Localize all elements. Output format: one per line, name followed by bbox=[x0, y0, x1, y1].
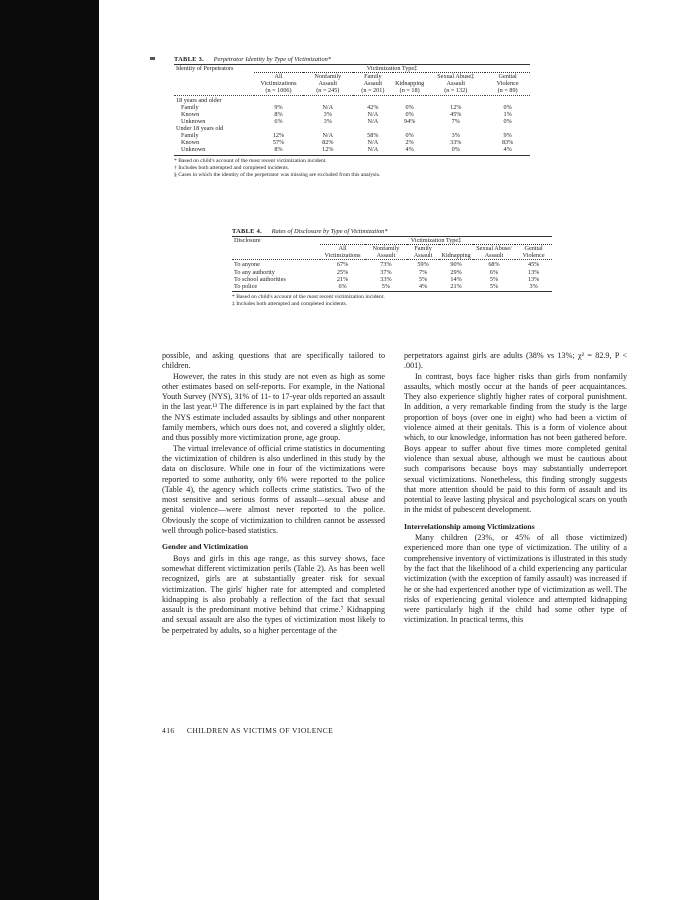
table-row: Known 8% 3% N/A 0% 45% 1% bbox=[181, 110, 512, 118]
table-4-col-header: All Victimizations bbox=[324, 245, 361, 260]
table-note: § Cases in which the identity of the perpetrator was missing are excluded from this analysis. bbox=[174, 172, 381, 179]
table-3-col-header: All Victimizations (n = 1006) bbox=[260, 73, 297, 95]
table-row: To any authority 25% 37% 7% 29% 6% 13% bbox=[234, 268, 540, 276]
table-3 bbox=[174, 56, 530, 179]
table-3-col-header: Sexual Abuse‡ Assault (n = 132) bbox=[437, 73, 475, 95]
paragraph: possible, and asking questions that are specifically tailored to children. bbox=[162, 351, 385, 371]
table-note: ‡ Includes both attempted and completed incidents. bbox=[232, 301, 348, 308]
left-text-column bbox=[162, 351, 385, 636]
table-3-grid bbox=[174, 64, 530, 156]
table-row: Unknown 8% 12% N/A 4% 0% 4% bbox=[181, 146, 512, 154]
table-4-col-header: Nonfamily Assault bbox=[372, 245, 400, 260]
page-number: 416 bbox=[162, 726, 175, 735]
section-heading: Interrelationship among Victimizations bbox=[404, 521, 535, 531]
table-row: To anyone 67% 73% 59% 90% 68% 45% bbox=[234, 261, 540, 269]
table-4-stub-header: Disclosure bbox=[234, 237, 261, 244]
journal-page bbox=[162, 52, 662, 752]
paragraph: The virtual irrelevance of official crime statistics in documenting the victimization of children is also underlined in this study by the data on disclosure. While one in four of the victimizations were reported to some authority, only 6% were reported to the police (Table 4), the agency which collects crime statistics. Two of the most sensitive and serious forms of assault—sexual abuse and genital violence—were almost never reported to the police. Obviously the scope of victimization to children cannot be assessed well through police-based statistics. bbox=[162, 443, 385, 536]
table-3-notes bbox=[174, 158, 530, 180]
table-3-col-header: Genital Violence (n = 89) bbox=[496, 73, 519, 95]
table-note: * Based on child's account of the most recent victimization incident. bbox=[232, 293, 385, 300]
table-3-group-label: Under 18 years old bbox=[176, 125, 224, 132]
table-4-col-header: Sexual Abuse/ Assault bbox=[476, 245, 512, 260]
table-3-group-label: 18 years and older bbox=[176, 96, 222, 104]
table-row: Unknown 6% 3% N/A 94% 7% 0% bbox=[181, 117, 512, 125]
scan-speck bbox=[150, 57, 155, 60]
scan-dark-margin bbox=[0, 0, 99, 900]
table-3-col-header: Nonfamily Assault (n = 245) bbox=[314, 73, 342, 95]
table-3-spanner: Victimization Type‡ bbox=[254, 65, 530, 73]
table-4-spanner: Victimization Type‡ bbox=[320, 237, 552, 245]
paragraph: perpetrators against girls are adults (38% vs 13%; χ² = 82.9, P < .001). bbox=[404, 351, 627, 371]
table-row: Family 12% N/A 58% 0% 3% 9% bbox=[181, 132, 512, 140]
table-row: Known 57% 82% N/A 2% 33% 83% bbox=[181, 139, 514, 147]
table-4 bbox=[232, 228, 552, 308]
table-row: To school authorities 21% 33% 5% 14% 5% 13% bbox=[234, 275, 540, 283]
table-4-label: TABLE 4. bbox=[232, 228, 262, 235]
table-note: * Based on child's account of the most recent victimization incident. bbox=[174, 157, 327, 164]
table-4-caption bbox=[232, 228, 552, 235]
paragraph: Many children (23%, or 45% of all those victimized) experienced more than one type of victimization. The utility of a comprehensive inventory of victimizations is illustrated in this study by the fact that the likelihood of a child experiencing any particular victimization (with the exception of family assault) was increased if he or she had experienced another type of victimization as well. The risks of experiencing genital violence and attempted kidnapping were particularly high if the child had some other type of victimization. In practical terms, this bbox=[404, 533, 627, 625]
table-4-title: Rates of Disclosure by Type of Victimization* bbox=[271, 228, 388, 235]
table-3-title: Perpetrator Identity by Type of Victimization* bbox=[213, 56, 332, 63]
section-heading: Gender and Victimization bbox=[162, 542, 249, 552]
right-text-column bbox=[404, 351, 627, 626]
table-4-col-header: Family Assault bbox=[413, 245, 433, 260]
paragraph: Boys and girls in this age range, as this survey shows, face somewhat different victimization perils (Table 2). As has been well recognized, girls are at substantially greater risk for sexual victimization. The girls' higher rate for attempted and completed kidnapping is also probably a reflection of the fact that sexual assault is the predominant motive behind that crime.⁷ Kidnapping and sexual assault are also the types of victimization most likely to be perpetrated by adults, so a higher percentage of the bbox=[162, 553, 385, 635]
table-row: To police 6% 5% 4% 21% 5% 3% bbox=[234, 282, 538, 290]
table-row: Family 9% N/A 42% 0% 12% 0% bbox=[181, 103, 512, 111]
table-3-label: TABLE 3. bbox=[174, 56, 204, 63]
table-4-col-header: Genital Violence bbox=[522, 245, 545, 260]
table-4-notes bbox=[232, 294, 552, 309]
table-3-col-header: Family Assault (n = 201) bbox=[361, 73, 385, 95]
table-note: † Includes both attempted and completed incidents. bbox=[174, 164, 290, 171]
table-3-stub-header: Identity of Perpetrators bbox=[176, 65, 234, 72]
running-title: CHILDREN AS VICTIMS OF VIOLENCE bbox=[186, 726, 334, 735]
table-4-grid bbox=[232, 236, 552, 292]
table-3-caption bbox=[174, 56, 530, 63]
paragraph: However, the rates in this study are not even as high as some other estimates based on self-reports. For example, in the National Youth Survey (NYS), 31% of 11- to 17-year olds reported an assault in the last year.¹³ The difference is in part explained by the fact that the NYS estimate included assaults by siblings and other nonparent family members, which ours does not, and covered a slightly older, and thus possibly more victimization prone, age group. bbox=[162, 371, 385, 443]
page-footer bbox=[162, 726, 333, 735]
paragraph: In contrast, boys face higher risks than girls from nonfamily assaults, which mostly occur at the hands of peer acquaintances. They also experience slightly higher rates of corporal punishment. In addition, a very remarkable finding from the study is the large proportion of boys (over one in eight) who had been a victim of violence aimed at their genitals. This is a form of violence about which, to our knowledge, information has not been gathered before. Boys appear to suffer about five times more completed genital violence than sexual abuse, although we must be cautious about such comparisons because boys may substantially underreport sexual victimizations. Nonetheless, this finding strongly suggests that more attention should be paid to this form of assault and its potential to leave lasting physical and psychological scars on youth in the midst of pubescent development. bbox=[404, 371, 627, 515]
table-4-col-header: Kidnapping bbox=[441, 252, 471, 260]
table-3-col-header: Kidnapping (n = 18) bbox=[395, 80, 425, 95]
